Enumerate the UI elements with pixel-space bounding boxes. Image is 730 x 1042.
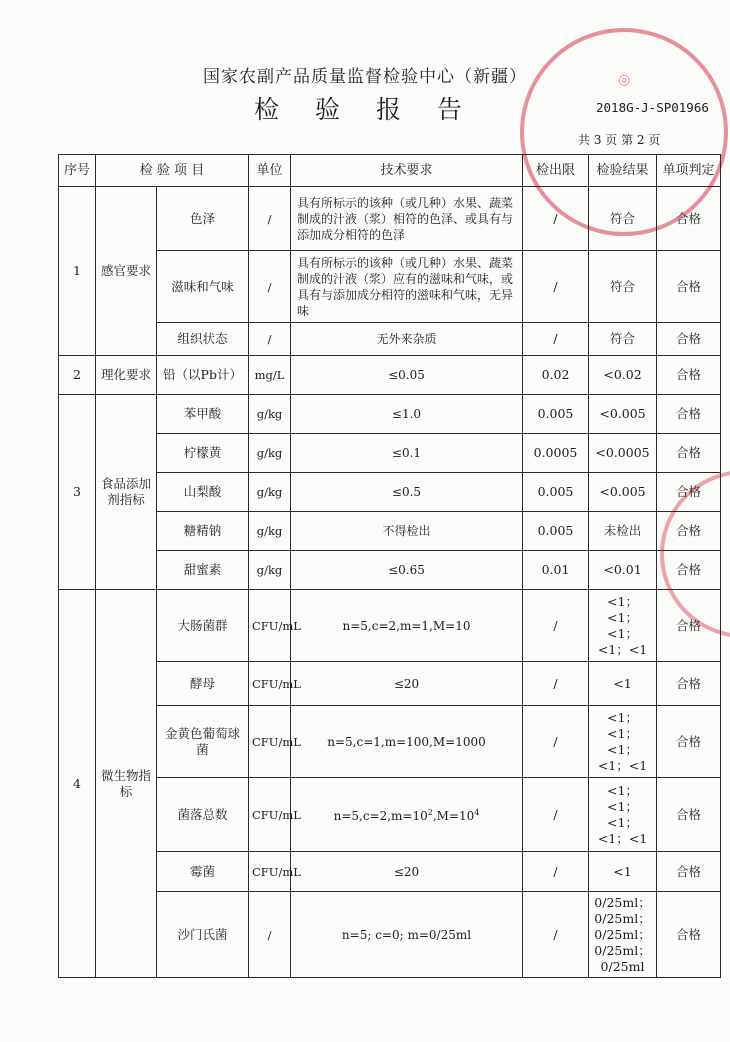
requirement: ≤0.05 xyxy=(291,356,523,395)
requirement-mid: ,M=10 xyxy=(432,809,475,823)
detection-limit: / xyxy=(523,778,589,852)
detection-limit: 0.005 xyxy=(523,512,589,551)
group-seq: 1 xyxy=(59,187,96,356)
verdict: 合格 xyxy=(657,395,721,434)
requirement: ≤20 xyxy=(291,662,523,706)
item-name: 组织状态 xyxy=(157,323,249,356)
verdict: 合格 xyxy=(657,323,721,356)
requirement: ≤0.1 xyxy=(291,434,523,473)
verdict: 合格 xyxy=(657,852,721,892)
table-row xyxy=(59,778,721,852)
group-seq: 4 xyxy=(59,590,96,978)
header-unit: 单位 xyxy=(249,155,291,187)
unit: CFU/mL xyxy=(249,590,291,662)
requirement-exponent-2: 4 xyxy=(474,808,480,817)
unit: / xyxy=(249,251,291,323)
result: <0.01 xyxy=(589,551,657,590)
unit: / xyxy=(249,892,291,978)
requirement: ≤0.5 xyxy=(291,473,523,512)
unit: CFU/mL xyxy=(249,706,291,778)
item-name: 沙门氏菌 xyxy=(157,892,249,978)
unit: mg/L xyxy=(249,356,291,395)
table-row xyxy=(59,892,721,978)
detection-limit: / xyxy=(523,662,589,706)
detection-limit: 0.01 xyxy=(523,551,589,590)
unit: g/kg xyxy=(249,512,291,551)
result: <0.0005 xyxy=(589,434,657,473)
requirement: n=5; c=0; m=0/25ml xyxy=(291,892,523,978)
result: <1；<1；<1；<1；<1 xyxy=(589,590,657,662)
table-header-row xyxy=(59,155,721,187)
group-seq: 2 xyxy=(59,356,96,395)
item-name: 铅（以Pb计） xyxy=(157,356,249,395)
item-name: 酵母 xyxy=(157,662,249,706)
result: 符合 xyxy=(589,187,657,251)
verdict: 合格 xyxy=(657,434,721,473)
detection-limit: / xyxy=(523,706,589,778)
requirement: n=5,c=1,m=100,M=1000 xyxy=(291,706,523,778)
item-name: 菌落总数 xyxy=(157,778,249,852)
inspection-table xyxy=(58,154,721,978)
table-row xyxy=(59,473,721,512)
result: <1；<1；<1；<1；<1 xyxy=(589,778,657,852)
unit: g/kg xyxy=(249,473,291,512)
page-info: 共 3 页 第 2 页 xyxy=(578,133,661,147)
result: <1 xyxy=(589,662,657,706)
detection-limit: 0.005 xyxy=(523,473,589,512)
group-seq: 3 xyxy=(59,395,96,590)
verdict: 合格 xyxy=(657,251,721,323)
report-number: 2018G-J-SP01966 xyxy=(596,100,709,115)
header-result: 检验结果 xyxy=(589,155,657,187)
table-row xyxy=(59,662,721,706)
table-row xyxy=(59,551,721,590)
result: <1；<1；<1；<1；<1 xyxy=(589,706,657,778)
seal-graphic: ◎ xyxy=(615,70,633,90)
header-requirement: 技术要求 xyxy=(291,155,523,187)
verdict: 合格 xyxy=(657,590,721,662)
item-name: 甜蜜素 xyxy=(157,551,249,590)
requirement: ≤1.0 xyxy=(291,395,523,434)
header-verdict: 单项判定 xyxy=(657,155,721,187)
unit: g/kg xyxy=(249,551,291,590)
unit: g/kg xyxy=(249,434,291,473)
group-name: 感官要求 xyxy=(96,187,157,356)
table-row xyxy=(59,590,721,662)
detection-limit: 0.0005 xyxy=(523,434,589,473)
header-item: 检 验 项 目 xyxy=(96,155,249,187)
result: 符合 xyxy=(589,323,657,356)
table-row xyxy=(59,395,721,434)
table-row xyxy=(59,512,721,551)
detection-limit: 0.005 xyxy=(523,395,589,434)
group-name: 微生物指标 xyxy=(96,590,157,978)
group-name: 理化要求 xyxy=(96,356,157,395)
result: <0.005 xyxy=(589,395,657,434)
detection-limit: / xyxy=(523,590,589,662)
organization-name: 国家农副产品质量监督检验中心（新疆） xyxy=(203,67,527,87)
item-name: 色泽 xyxy=(157,187,249,251)
requirement-exponent-1: 2 xyxy=(427,808,433,817)
header-limit: 检出限 xyxy=(523,155,589,187)
verdict: 合格 xyxy=(657,892,721,978)
requirement: 具有所标示的该种（或几种）水果、蔬菜制成的汁液（浆）应有的滋味和气味，或具有与添加成分相符的滋味和气味，无异味 xyxy=(291,251,523,323)
result: 未检出 xyxy=(589,512,657,551)
unit: CFU/mL xyxy=(249,662,291,706)
report-title: 检 验 报 告 xyxy=(254,95,476,124)
verdict: 合格 xyxy=(657,662,721,706)
verdict: 合格 xyxy=(657,706,721,778)
requirement: n=5,c=2,m=1,M=10 xyxy=(291,590,523,662)
result: <0.005 xyxy=(589,473,657,512)
item-name: 糖精钠 xyxy=(157,512,249,551)
requirement: 不得检出 xyxy=(291,512,523,551)
item-name: 金黄色葡萄球菌 xyxy=(157,706,249,778)
result: 0/25ml；0/25ml；0/25ml；0/25ml；0/25ml xyxy=(589,892,657,978)
header-seq: 序号 xyxy=(59,155,96,187)
table-row xyxy=(59,323,721,356)
unit: CFU/mL xyxy=(249,778,291,852)
requirement-prefix: n=5,c=2,m=10 xyxy=(333,809,428,823)
requirement: 无外来杂质 xyxy=(291,323,523,356)
requirement: ≤0.65 xyxy=(291,551,523,590)
verdict: 合格 xyxy=(657,473,721,512)
requirement: ≤20 xyxy=(291,852,523,892)
item-name: 大肠菌群 xyxy=(157,590,249,662)
table-row xyxy=(59,187,721,251)
detection-limit: 0.02 xyxy=(523,356,589,395)
unit: CFU/mL xyxy=(249,852,291,892)
item-name: 山梨酸 xyxy=(157,473,249,512)
detection-limit: / xyxy=(523,251,589,323)
detection-limit: / xyxy=(523,323,589,356)
unit: / xyxy=(249,323,291,356)
table-row xyxy=(59,706,721,778)
requirement xyxy=(291,778,523,852)
requirement: 具有所标示的该种（或几种）水果、蔬菜制成的汁液（浆）相符的色泽、或具有与添加成分相符的色泽 xyxy=(291,187,523,251)
group-name: 食品添加剂指标 xyxy=(96,395,157,590)
result: <0.02 xyxy=(589,356,657,395)
item-name: 苯甲酸 xyxy=(157,395,249,434)
table-row xyxy=(59,251,721,323)
table-row xyxy=(59,852,721,892)
detection-limit: / xyxy=(523,187,589,251)
item-name: 柠檬黄 xyxy=(157,434,249,473)
table-row xyxy=(59,434,721,473)
unit: g/kg xyxy=(249,395,291,434)
verdict: 合格 xyxy=(657,551,721,590)
verdict: 合格 xyxy=(657,778,721,852)
item-name: 霉菌 xyxy=(157,852,249,892)
result: <1 xyxy=(589,852,657,892)
item-name: 滋味和气味 xyxy=(157,251,249,323)
detection-limit: / xyxy=(523,892,589,978)
verdict: 合格 xyxy=(657,356,721,395)
verdict: 合格 xyxy=(657,512,721,551)
detection-limit: / xyxy=(523,852,589,892)
result: 符合 xyxy=(589,251,657,323)
table-row xyxy=(59,356,721,395)
verdict: 合格 xyxy=(657,187,721,251)
unit: / xyxy=(249,187,291,251)
